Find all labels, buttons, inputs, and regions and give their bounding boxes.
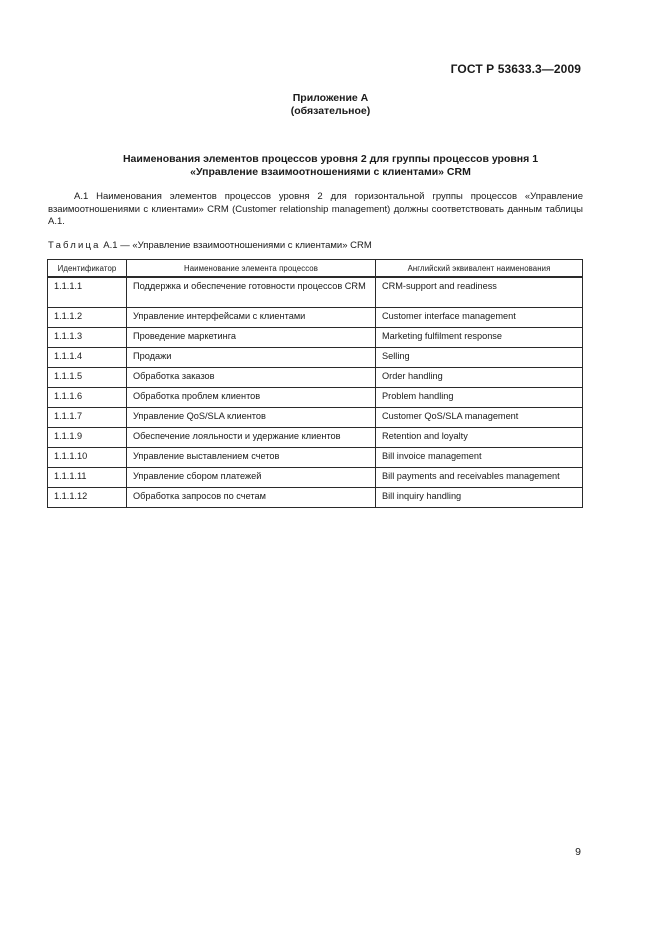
- cell-name: Управление сбором платежей: [127, 468, 376, 488]
- cell-english: Selling: [376, 348, 583, 368]
- table-row: [48, 408, 583, 428]
- table-header-row: [48, 260, 583, 278]
- section-title-line-1: Наименования элементов процессов уровня 2 для группы процессов уровня 1: [122, 153, 539, 165]
- column-header-identifier: Идентификатор: [48, 260, 127, 278]
- body-paragraph: А.1 Наименования элементов процессов уровня 2 для горизонтальной группы процессов «Управление взаимоотношениями с клиентами» CRM (Customer relationship management) должны соответствовать данным таблицы А.1.: [48, 191, 583, 227]
- cell-english: Problem handling: [376, 388, 583, 408]
- cell-name: Управление выставлением счетов: [127, 448, 376, 468]
- cell-english: Customer interface management: [376, 308, 583, 328]
- appendix-heading: [0, 92, 661, 118]
- cell-identifier: 1.1.1.12: [48, 488, 127, 508]
- column-header-name: Наименование элемента процессов: [127, 260, 376, 278]
- document-code: ГОСТ Р 53633.3—2009: [450, 62, 581, 76]
- cell-identifier: 1.1.1.5: [48, 368, 127, 388]
- cell-identifier: 1.1.1.7: [48, 408, 127, 428]
- cell-identifier: 1.1.1.11: [48, 468, 127, 488]
- table-row: [48, 428, 583, 448]
- table-row: [48, 468, 583, 488]
- cell-name: Управление QoS/SLA клиентов: [127, 408, 376, 428]
- table-row: [48, 277, 583, 308]
- table-row: [48, 388, 583, 408]
- cell-identifier: 1.1.1.10: [48, 448, 127, 468]
- table-caption: [48, 240, 372, 251]
- cell-english: Bill inquiry handling: [376, 488, 583, 508]
- cell-identifier: 1.1.1.4: [48, 348, 127, 368]
- cell-english: Marketing fulfilment response: [376, 328, 583, 348]
- cell-identifier: 1.1.1.3: [48, 328, 127, 348]
- cell-name: Управление интерфейсами с клиентами: [127, 308, 376, 328]
- column-header-english: Английский эквивалент наименования: [376, 260, 583, 278]
- cell-name: Продажи: [127, 348, 376, 368]
- cell-identifier: 1.1.1.2: [48, 308, 127, 328]
- cell-name: Обработка запросов по счетам: [127, 488, 376, 508]
- cell-name: Обработка заказов: [127, 368, 376, 388]
- section-title: [40, 153, 621, 179]
- appendix-title: Приложение А: [292, 92, 369, 104]
- cell-name: Проведение маркетинга: [127, 328, 376, 348]
- cell-english: Bill payments and receivables management: [376, 468, 583, 488]
- table-caption-text: А.1 — «Управление взаимоотношениями с клиентами» CRM: [103, 240, 372, 251]
- cell-name: Поддержка и обеспечение готовности процессов CRM: [127, 277, 376, 308]
- cell-identifier: 1.1.1.1: [48, 277, 127, 308]
- process-elements-table: [47, 259, 583, 508]
- table-row: [48, 308, 583, 328]
- cell-english: Customer QoS/SLA management: [376, 408, 583, 428]
- cell-name: Обработка проблем клиентов: [127, 388, 376, 408]
- table-row: [48, 488, 583, 508]
- table-row: [48, 348, 583, 368]
- cell-english: Bill invoice management: [376, 448, 583, 468]
- page-number: 9: [575, 846, 581, 858]
- cell-identifier: 1.1.1.6: [48, 388, 127, 408]
- cell-english: Retention and loyalty: [376, 428, 583, 448]
- table-row: [48, 448, 583, 468]
- cell-english: Order handling: [376, 368, 583, 388]
- cell-english: CRM-support and readiness: [376, 277, 583, 308]
- cell-identifier: 1.1.1.9: [48, 428, 127, 448]
- table-row: [48, 368, 583, 388]
- cell-name: Обеспечение лояльности и удержание клиентов: [127, 428, 376, 448]
- appendix-status: (обязательное): [290, 105, 371, 117]
- table-caption-label: Таблица: [48, 240, 101, 251]
- table-row: [48, 328, 583, 348]
- section-title-line-2: «Управление взаимоотношениями с клиентами» CRM: [190, 166, 471, 178]
